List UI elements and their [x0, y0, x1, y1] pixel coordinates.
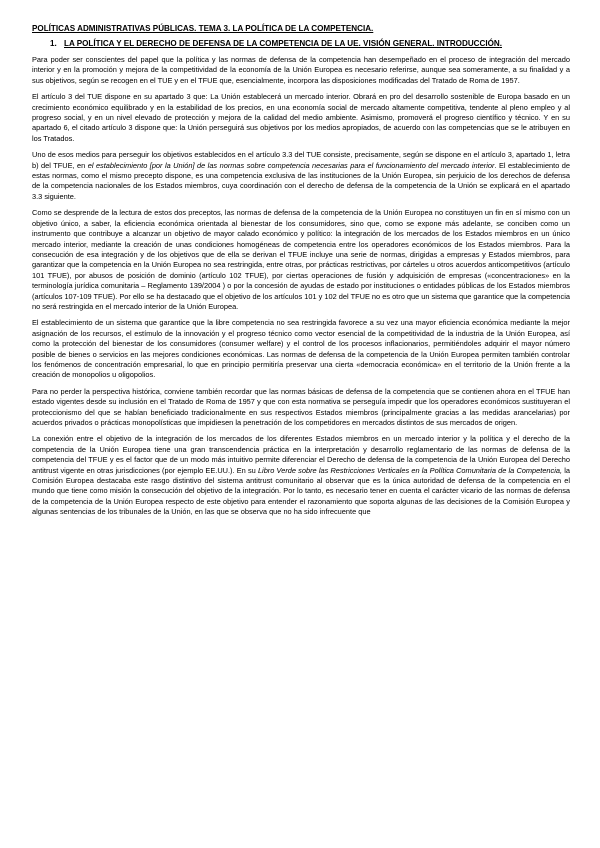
paragraph-text: la Comisión Europea destacaba este rasgo distintivo del sistema antitrust comunitario al observar que es la única autoridad de defensa de la competencia en el mundo que tiene como misión la consecución del objetivo de la integración. Por lo tanto, es necesario tener en cuenta el carácter vicario de las normas de defensa de la competencia de la Unión Europea respecto de este objetivo para entender el razonamiento que soporta algunas de las decisiones de la Comisión Europea y algunas sentencias de los tribunales de la Unión, en las que se observa que no ha sido infrecuente que	[32, 465, 570, 517]
paragraph-text: Para no perder la perspectiva histórica, conviene también recordar que las normas básicas de defensa de la competencia que se contienen ahora en el TFUE han estado vigentes desde su inclusión en el Tratado de Roma de 1957 y que con esta normativa se perseguía impedir que los operadores económicos sustituyeran el proteccionismo del que se habían beneficiado tradicionalmente en sus respectivos Estados miembros (principalmente gracias a las medidas arancelarias) por acuerdos privados o prácticas monopolísticas que impidiesen la penetración de los competidores en mercados distintos de sus mercados de origen.	[32, 386, 570, 427]
paragraph-7	[32, 434, 570, 517]
paragraph-text: . El establecimiento de estas normas, como el mismo precepto dispone, es una competencia exclusiva de las instituciones de la Unión Europea, sin perjuicio de los derechos de defensa de la competencia nacionales de los Estados miembros, cuya coordinación con el derecho de defensa de la competencia de la Unión se explicará en el apartado 3.3 siguiente.	[32, 160, 571, 201]
paragraph-italic-title: Libro Verde sobre las Restricciones Verticales en la Política Comunitaria de la Competencia,	[257, 465, 563, 475]
paragraph-text: Uno de esos medios para perseguir los objetivos establecidos en el artículo 3.3 del TUE consiste, precisamente, según se dispone en el artículo 3, apartado 1, letra b) del TFUE, en	[32, 150, 570, 170]
paragraph-4	[32, 208, 570, 312]
paragraph-text: Como se desprende de la lectura de estos dos preceptos, las normas de defensa de la competencia de la Unión Europea no constituyen un fin en sí mismo con un objetivo único, a saber, la eficiencia económica orientada al bienestar de los consumidores, sino que, como se expone más adelante, se conciben como un instrumento que contribuye a alcanzar un objetivo de mayor calado económico y político: la integración de los mercados de los Estados miembros en un único mercado interior, mediante la creación de unas condiciones homogéneas de competencia entre los operadores económicos de los Estados miembros. Para la consecución de esa integración y de los objetivos que de ella se derivan el TFUE incluye una serie de normas, dirigidas a empresas y Estados miembros, para garantizar que la competencia en la Unión Europea no sea restringida, entre otras, por prácticas restrictivas, por cárteles u otros acuerdos anticompetitivos (artículo 101 TFUE), por abusos de posición de dominio (artículo 102 TFUE), por ciertas operaciones de fusión y adquisición de empresas («concentraciones» en la terminología jurídica comunitaria – Reglamento 139/2004 ) o por la concesión de ayudas de estado por instituciones o entidades públicas de los Estados miembros (artículos 107-109 TFUE). Por ello se ha destacado que el objetivo de los artículos 101 y 102 del TFUE no es otro que un sistema que garantice que la competencia no será restringida en el mercado interior de la Unión Europea.	[32, 208, 570, 311]
document-title: POLÍTICAS ADMINISTRATIVAS PÚBLICAS. TEMA 3. LA POLÍTICA DE LA COMPETENCIA.	[32, 24, 374, 33]
paragraph-text: El establecimiento de un sistema que garantice que la libre competencia no sea restringida favorece a su vez una mayor eficiencia económica mediante la mejor asignación de los recursos, el estímulo de la innovación y el progreso técnico como vector esencial de la competitividad de la industria de la Unión Europea, así como la protección del bienestar de los consumidores (consumer welfare) y el control de los procesos inflacionarios, permitiéndoles adquirir el mayor número posible de bienes o servicios en las mejores condiciones económicas. Las normas de defensa de la competencia de la Unión Europea permiten también controlar los fenómenos de concentración empresarial, lo que en principio permitiría preservar una cierta «democracia económica» en el territorio de la Unión frente a la creación de monopolios u oligopolios.	[32, 318, 570, 380]
paragraph-5	[32, 318, 570, 380]
paragraph-text: Para poder ser conscientes del papel que la política y las normas de defensa de la competencia han desempeñado en el proceso de integración del mercado interior y en la promoción y mejora de la competitividad de la economía de la Unión Europea es necesario referirse, aunque sea someramente, a su finalidad y a sus objetivos, según se recogen en el TUE y en el TFUE que, esencialmente, incorpora las disposiciones modificadas del Tratado de Roma de 1957.	[32, 55, 570, 85]
paragraph-2	[32, 92, 570, 144]
section-heading	[50, 39, 570, 49]
paragraph-6	[32, 387, 570, 429]
paragraph-1	[32, 55, 570, 86]
section-heading-end: .	[499, 39, 502, 48]
paragraph-text: La conexión entre el objetivo de la integración de los mercados de los diferentes Estados miembros en un mercado interior y la política y el derecho de la competencia de la Unión Europea tiene una gran transcendencia práctica en la interpretación y desarrollo reglamentario de las normas de defensa de la competencia del TFUE y es el factor que de un modo más intuitivo permite diferenciar el Derecho de defensa de la competencia de la Unión Europea del Derecho antitrust vigente en otras jurisdicciones (por ejemplo EE.UU.). En su	[32, 434, 570, 475]
section-heading-text: LA POLÍTICA Y EL DERECHO DE DEFENSA DE LA COMPETENCIA DE LA UE. VISIÓN GENERAL. INTRODUCCIÓN	[64, 39, 500, 48]
paragraph-italic-quote: el establecimiento [por la Unión] de las normas sobre competencia necesarias para el funcionamiento del mercado interior	[87, 160, 495, 170]
section-number: 1.	[50, 39, 57, 48]
paragraph-text: El artículo 3 del TUE dispone en su apartado 3 que: La Unión establecerá un mercado interior. Obrará en pro del desarrollo sostenible de Europa basado en un crecimiento económico equilibrado y en la estabilidad de los precios, en una economía social de mercado altamente competitiva, tendente al pleno empleo y al progreso social, y en un nivel elevado de protección y mejora de la calidad del medio ambiente. Asimismo, promoverá el progreso científico y técnico. Y en su apartado 6, el citado artículo 3 dispone que: la Unión perseguirá sus objetivos por los medios apropiados, de acuerdo con las competencias que se le atribuyen en los Tratados.	[32, 92, 570, 143]
paragraph-3	[32, 150, 570, 202]
